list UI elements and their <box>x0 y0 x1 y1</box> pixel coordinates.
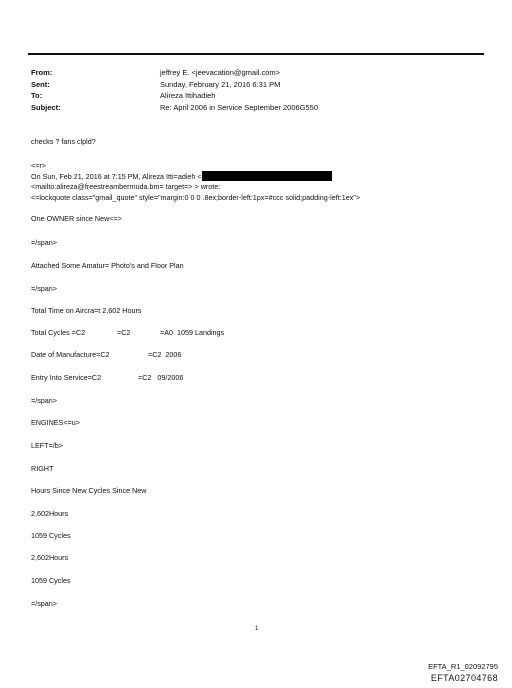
cycles-value: =A0 1059 Landings <box>160 328 225 337</box>
body-line: checks ? fans clpld? <box>31 137 96 146</box>
body-line: =/span> <box>31 599 57 608</box>
from-label: From: <box>31 68 53 77</box>
body-line: One OWNER since New<=> <box>31 214 122 223</box>
body-line: 1059 Cycles <box>31 576 71 585</box>
from-value: jeffrey E. <jeevacation@gmail.com> <box>160 68 281 77</box>
body-line: =/span> <box>31 284 57 293</box>
body-line: =/span> <box>31 238 57 247</box>
body-line: LEFT=/b> <box>31 441 63 450</box>
to-value: Alireza Ittihadieh <box>160 91 216 100</box>
body-line: <=r> <box>31 161 46 170</box>
body-line: ENGINES<=u> <box>31 418 80 427</box>
body-line: Attached Some Amatur= Photo's and Floor Plan <box>31 261 184 270</box>
cycles-label: Total Cycles =C2 <box>31 328 86 337</box>
body-line: 1059 Cycles <box>31 531 71 540</box>
entry-service-value: =C2 09/2006 <box>138 373 184 382</box>
header-rule <box>28 53 484 55</box>
footer-bates-number: EFTA02704768 <box>430 673 498 683</box>
subject-label: Subject: <box>31 103 61 112</box>
footer-reference: EFTA_R1_02092795 <box>428 662 498 671</box>
body-line: =/span> <box>31 396 57 405</box>
subject-value: Re: April 2006 in Service September 2006G550 <box>160 103 319 112</box>
body-line: Hours Since New Cycles Since New <box>31 486 147 495</box>
body-line: RIGHT <box>31 464 54 473</box>
cycles-code: =C2 <box>117 328 131 337</box>
body-line: <=lockquote class="gmail_quote" style="margin:0 0 0 .8ex;border-left:1px=#ccc solid;padding-left:1ex"> <box>31 193 361 202</box>
entry-service-label: Entry Into Service=C2 <box>31 373 102 382</box>
body-line: <mailto:alireza@freestreambermuda.bm= target=> > wrote: <box>31 182 221 191</box>
sent-value: Sunday, February 21, 2016 6:31 PM <box>160 80 281 89</box>
page-number: 1 <box>255 626 259 632</box>
manufacture-value: =C2 2006 <box>148 350 182 359</box>
body-line: Total Time on Aircra=t 2,602 Hours <box>31 306 142 315</box>
sent-label: Sent: <box>31 80 50 89</box>
manufacture-label: Date of Manufacture=C2 <box>31 350 110 359</box>
body-line <box>31 171 332 181</box>
body-line: 2,602Hours <box>31 509 69 518</box>
to-label: To: <box>31 91 43 100</box>
body-text: On Sun, Feb 21, 2016 at 7:15 PM, Alireza Itti=adieh < <box>31 172 202 181</box>
redaction-box <box>202 171 332 181</box>
body-line: 2,602Hours <box>31 553 69 562</box>
